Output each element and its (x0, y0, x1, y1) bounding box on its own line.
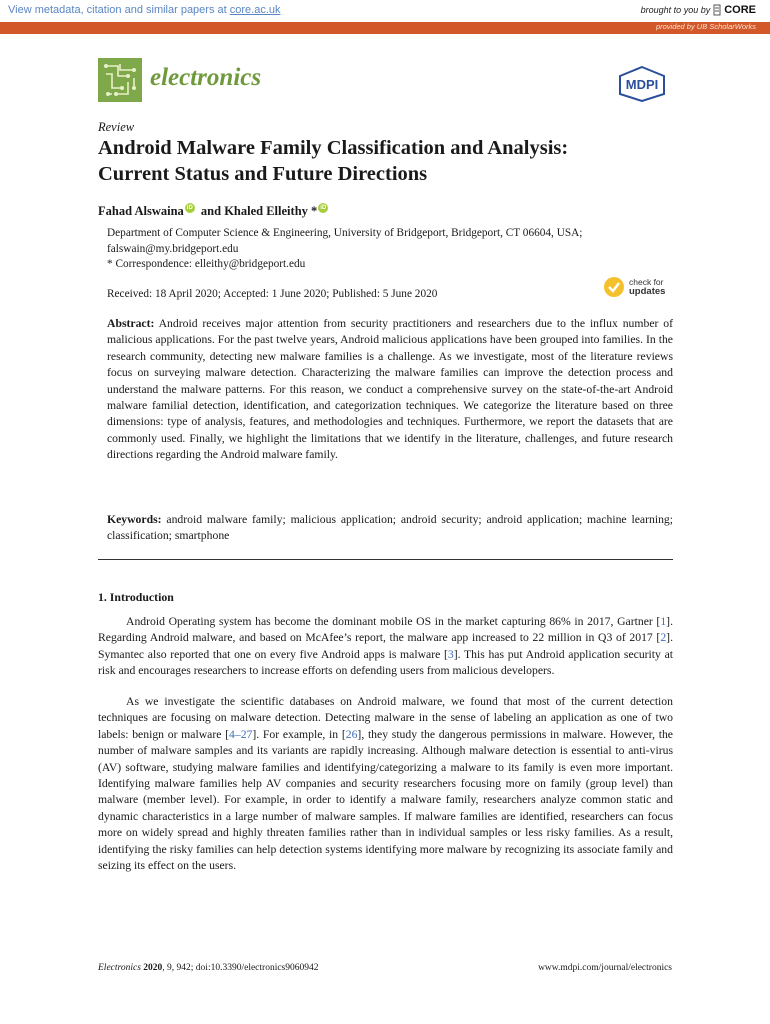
section-divider (98, 559, 673, 560)
keywords (107, 512, 673, 545)
keywords-text: android malware family; malicious application; android security; android application; machine learning; classification; smartphone (107, 513, 673, 543)
author-1[interactable]: Fahad Alswaina (98, 203, 184, 218)
journal-name: electronics (150, 64, 262, 91)
provided-by-text[interactable]: provided by UB ScholarWorks (655, 22, 756, 31)
author-email[interactable]: falswain@my.bridgeport.edu (107, 242, 239, 255)
check-for-updates-badge[interactable] (603, 276, 665, 298)
intro-paragraph-2: As we investigate the scientific databases on Android malware, we found that most of the current detection techniques are focusing on malware detection. Detecting malware in the sense of labeling an application as one of two labels: benign or malware [4–27]. For example, in [26], they study the dangerous permissions in malware. However, the number of malware samples and its variants are rapidly increasing. Although malware detection is essential to anti-virus (AV) software, studying malware families and identifying/categorizing a malware to its family is even more important. Identifying malware families help AV companies and security researchers focusing more on family (group level) than malware (member level). For example, in order to identify a malware family, researchers analyze common static and dynamic characteristics in a large number of malware samples. If malware families are identified, researchers can focus more on widely spread and highly threaten families rather than in individual samples or less risky families. As a result, identifying the risky families can help detection systems identifying more malware by recognizing its associate family and seizing its effect on the users. (98, 695, 673, 873)
section-heading: 1. Introduction (98, 590, 174, 604)
author-list (98, 203, 331, 219)
core-left-text: View metadata, citation and similar papers at (8, 4, 227, 16)
core-logo-icon (713, 4, 721, 16)
footer-year: 2020 (143, 963, 163, 973)
title-line-1: Android Malware Family Classification and Analysis: (98, 137, 569, 159)
author-2[interactable]: and Khaled Elleithy * (200, 203, 318, 218)
article-type: Review (98, 120, 135, 134)
footer-journal: Electronics (98, 963, 141, 973)
citation-link[interactable]: 26 (345, 727, 358, 741)
abstract-text: Android receives major attention from security practitioners and researchers due to the influx number of malicious applications. For the past twelve years, Android malicious applications have been grouped into families. In the research community, detecting new malware families is a challenge. As we investigate, most of the literature reviews focus on surveying malware detection. Characterizing the malware families can improve the detection process and understand the malware patterns. For this reason, we conduct a comprehensive survey on the state-of-the-art Android malware familial detection, identification, and categorization techniques. We categorize the literature based on three dimensions: type of analysis, features, and methodologies and techniques. Furthermore, we report the datasets that are commonly used. Finally, we highlight the limitations that we identify in the literature, challenges, and future research directions regarding the Android malware family. (107, 317, 673, 462)
footer-doi: , 9, 942; doi:10.3390/electronics9060942 (162, 963, 319, 973)
page-title (98, 135, 678, 187)
core-banner (0, 0, 770, 22)
title-line-2: Current Status and Future Directions (98, 163, 428, 185)
article-dates: Received: 18 April 2020; Accepted: 1 June 2020; Published: 5 June 2020 (107, 288, 438, 300)
orcid-icon[interactable]: iD (186, 205, 193, 211)
affiliation: Department of Computer Science & Engineering, University of Bridgeport, Bridgeport, CT 06604, USA; (107, 227, 583, 239)
footer-citation (98, 963, 319, 973)
core-brought-by (641, 4, 756, 16)
mdpi-logo-icon (614, 66, 670, 102)
provided-by-bar (0, 22, 770, 34)
check-updates-icon (603, 276, 625, 298)
footer-url[interactable]: www.mdpi.com/journal/electronics (538, 963, 672, 973)
keywords-label: Keywords: (107, 513, 162, 526)
core-brand[interactable]: CORE (724, 4, 756, 16)
journal-logo-icon (98, 58, 142, 102)
affiliation-block (107, 226, 582, 273)
abstract (107, 316, 673, 464)
abstract-label: Abstract: (107, 317, 155, 330)
correspondence: * Correspondence: elleithy@bridgeport.edu (107, 258, 306, 270)
citation-link[interactable]: 2 (660, 631, 667, 645)
check-updates-line2: updates (629, 286, 666, 297)
svg-text:MDPI: MDPI (625, 77, 659, 92)
citation-link[interactable]: 4–27 (229, 727, 253, 741)
intro-paragraph-1: Android Operating system has become the dominant mobile OS in the market capturing 86% in 2017, Gartner [1]. Regarding Android malware, and based on McAfee’s report, the malware app increased to 22 million in Q3 of 2017 [2]. Symantec also reported that one on every five Android apps is malware [3]. This has put Android application security at risk and encourages researchers to increase efforts on defending users from malicious developers. (98, 615, 674, 678)
orcid-icon[interactable]: iD (320, 205, 327, 211)
core-right-text: brought to you by (640, 5, 711, 15)
core-metadata-link-text (8, 4, 281, 16)
core-link[interactable]: core.ac.uk (229, 4, 281, 16)
citation-link[interactable]: 1 (660, 615, 667, 628)
check-updates-line1: check for (629, 277, 664, 287)
citation-link[interactable]: 3 (447, 647, 454, 661)
